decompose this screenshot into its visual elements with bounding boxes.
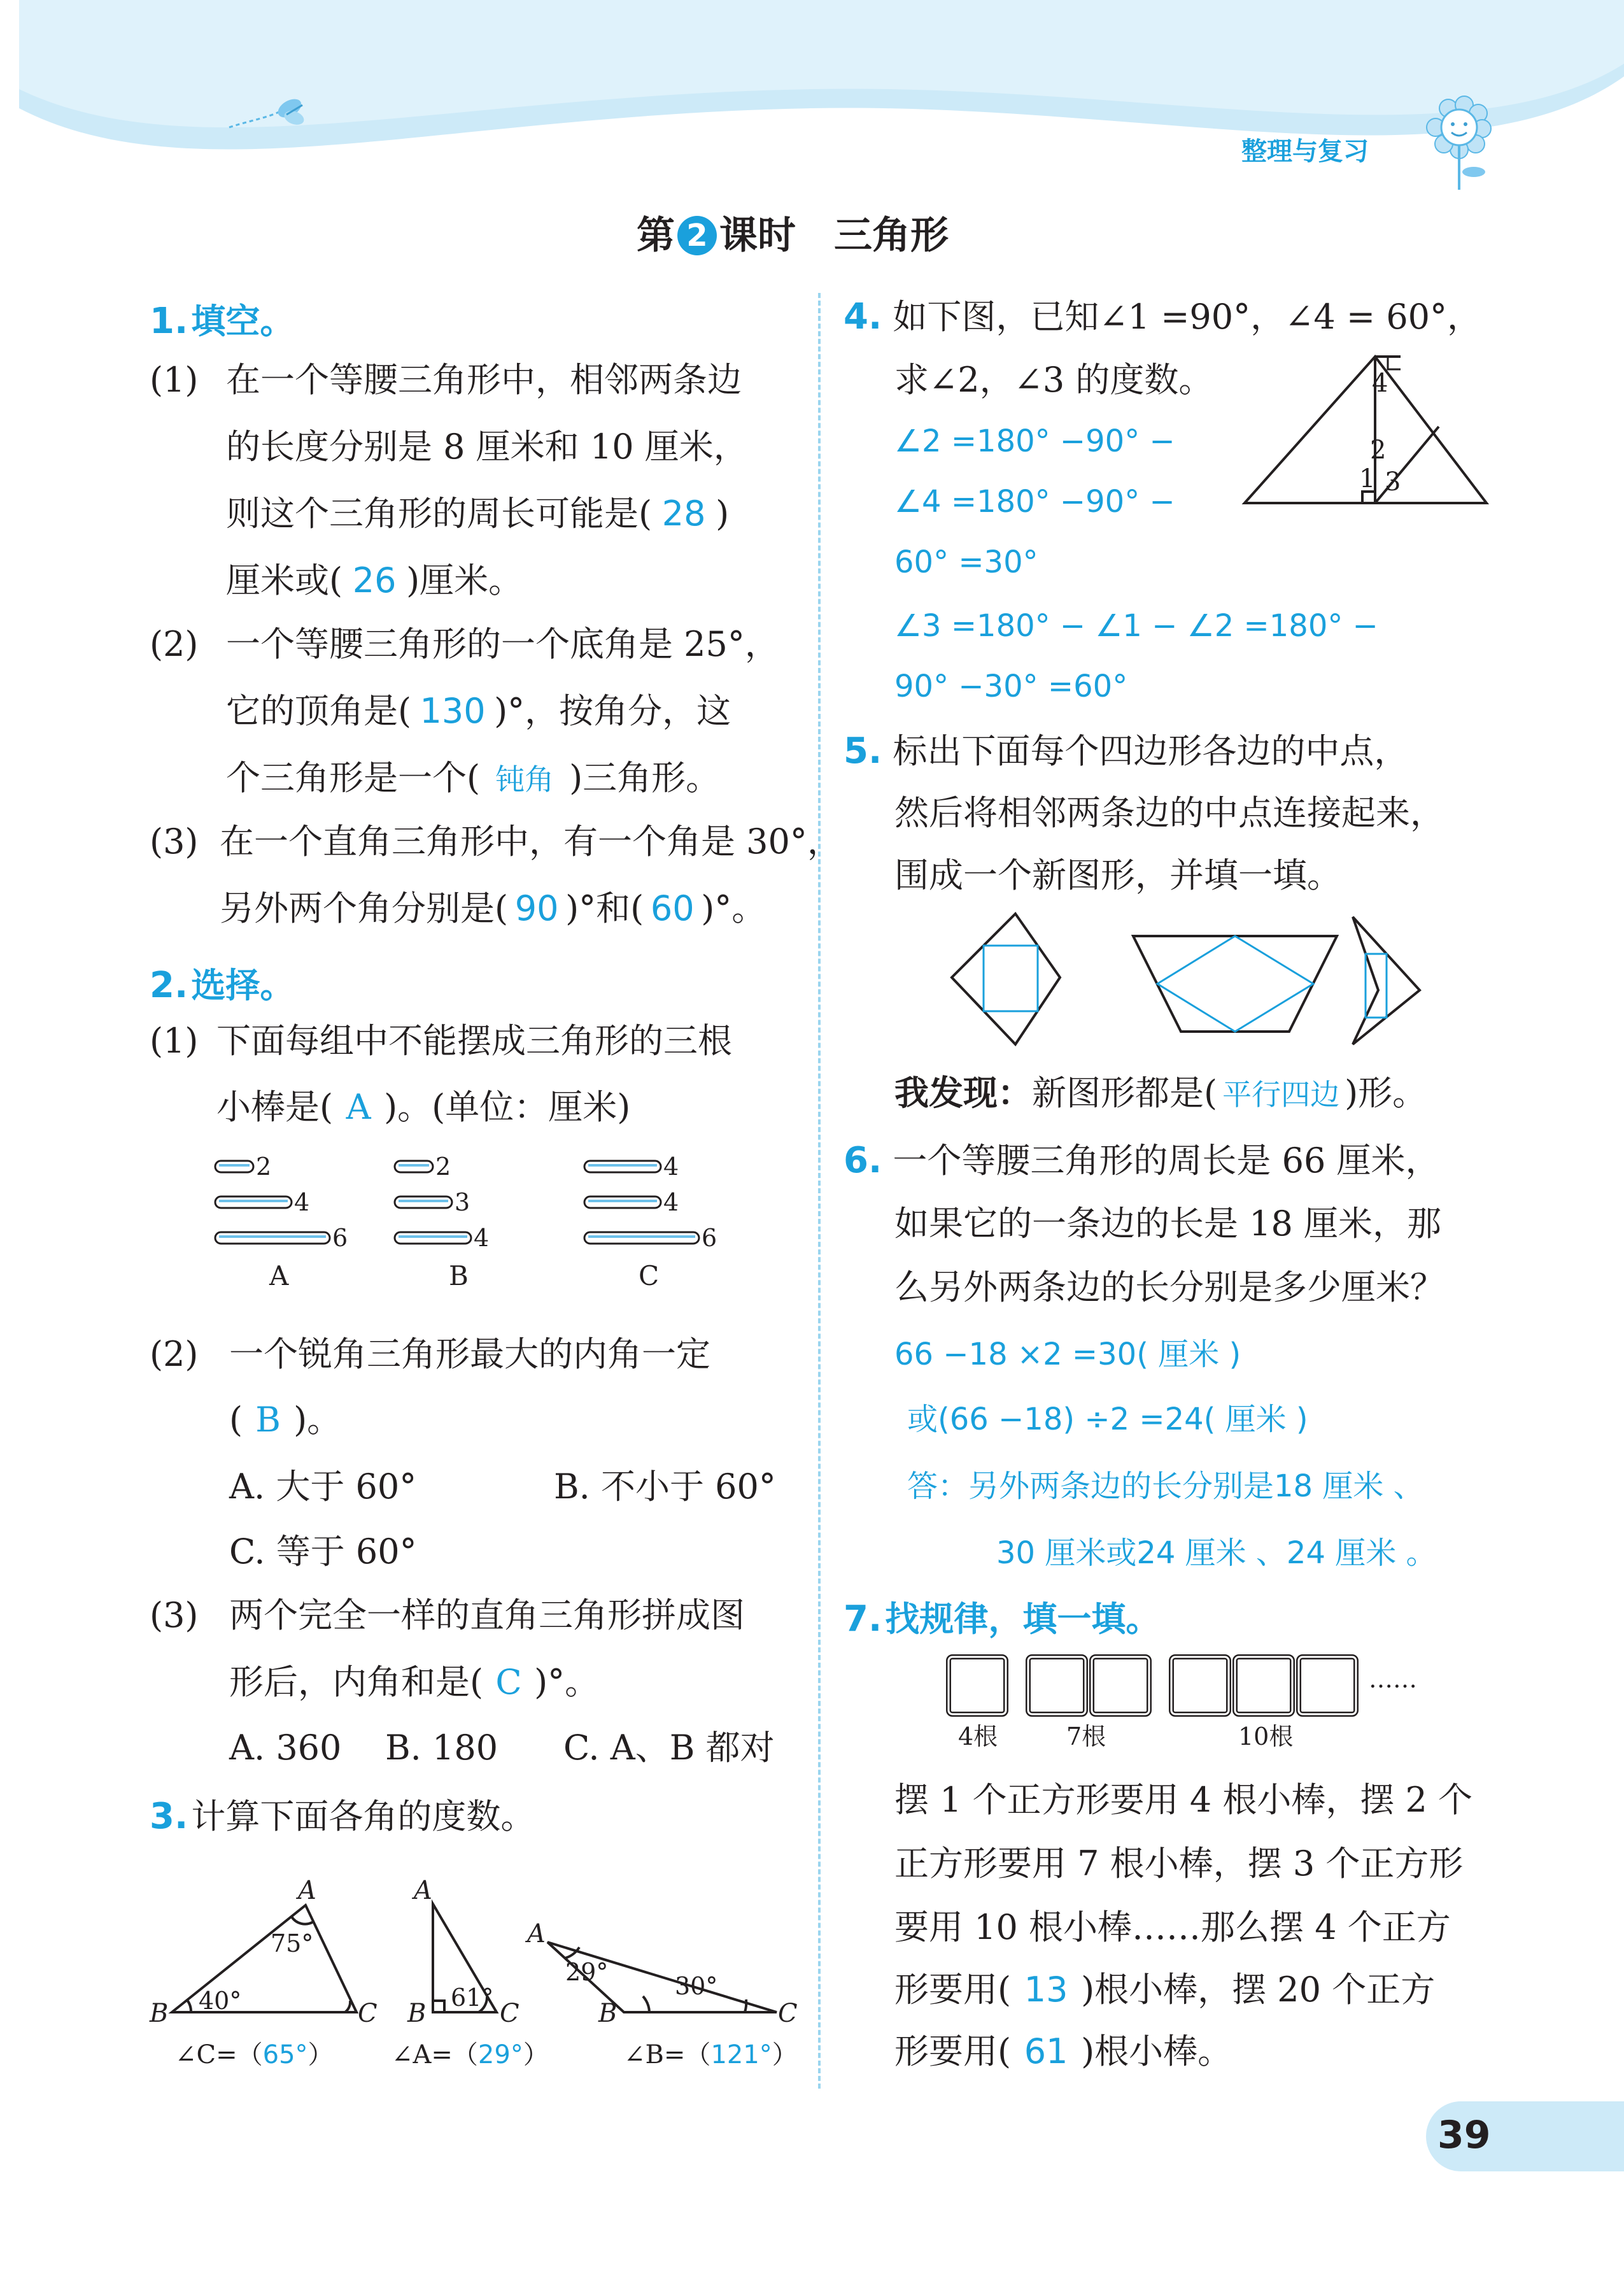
q7-line5: 形要用( 61 )根小棒。 (894, 2031, 1232, 2071)
q2-p1-line2: 小棒是( A )。(单位：厘米) (216, 1087, 631, 1127)
stick-length-label: 2 (435, 1153, 451, 1181)
q1-p3-answer1: 90 (514, 888, 559, 928)
svg-text:40°: 40° (199, 1987, 242, 2015)
q1-p2-answer2: 钝角 (495, 762, 554, 797)
q6-work-1: 66 −18 ×2 =30( 厘米 ) (894, 1337, 1241, 1372)
q3-header: 3. 计算下面各角的度数。 (150, 1796, 535, 1837)
q6-work-2: 或(66 −18) ÷2 =24( 厘米 ) (907, 1402, 1308, 1437)
stick-length-label: 4 (474, 1224, 490, 1252)
q1-p1-line1: 在一个等腰三角形中，相邻两条边 (226, 360, 742, 400)
stick-length-label: 4 (663, 1153, 679, 1181)
q2-p2-label: (2) (150, 1334, 199, 1374)
sunflower-icon (1420, 89, 1502, 191)
svg-text:∠A=（29°）: ∠A=（29°） (392, 2040, 549, 2070)
q7-answer-1: 13 (1024, 1970, 1068, 2010)
q2-p3-answer: C (495, 1662, 522, 1702)
q6-line1: 6. 一个等腰三角形的周长是 66 厘米， (844, 1140, 1440, 1181)
q7-square-pattern (936, 1649, 1445, 1757)
q4-work-2: ∠4 =180° −90° − (894, 484, 1175, 520)
q1-p3-answer2: 60 (650, 888, 695, 928)
svg-text:3: 3 (1385, 467, 1401, 497)
q1-p1-answer2: 26 (352, 560, 397, 600)
q1-p1-label: (1) (150, 360, 199, 400)
stick-length-label: 4 (663, 1188, 679, 1216)
column-divider (818, 293, 821, 2089)
q6-line3: 么另外两条边的长分别是多少厘米？ (894, 1267, 1444, 1307)
svg-text:30°: 30° (675, 1972, 718, 2000)
q2-header: 2. 选择。 (150, 965, 295, 1006)
svg-text:29°: 29° (565, 1958, 609, 1986)
q7-line3: 要用 10 根小棒……那么摆 4 个正方 (894, 1907, 1451, 1947)
q4-work-3: 60° =30° (894, 544, 1038, 580)
q1-p1-answer1: 28 (661, 493, 706, 534)
q2-p3-line2: 形后，内角和是( C )°。 (229, 1662, 600, 1702)
q1-p2-line1: 一个等腰三角形的一个底角是 25°， (226, 624, 779, 664)
q7-line2: 正方形要用 7 根小棒，摆 3 个正方形 (894, 1843, 1464, 1884)
svg-text:A: A (527, 1919, 546, 1949)
q7-answer-2: 61 (1024, 2031, 1068, 2071)
q5-line2: 然后将相邻两条边的中点连接起来， (894, 793, 1444, 833)
q1-p1-line3: 则这个三角形的周长可能是( 28 ) (226, 493, 730, 534)
q1-p2-answer1: 130 (420, 691, 486, 731)
q1-p3-line2: 另外两个角分别是( 90 )°和( 60 )°。 (220, 888, 766, 928)
q1-p3-label: (3) (150, 821, 199, 862)
q2-p2-line1: 一个锐角三角形最大的内角一定 (229, 1334, 710, 1374)
q2-p3-label: (3) (150, 1595, 199, 1635)
q2-p2-option-b: B. 不小于 60° (554, 1466, 776, 1507)
svg-text:C: C (778, 1999, 798, 2028)
stick-length-label: 2 (256, 1153, 272, 1181)
q2-p3-option-b: B. 180 (385, 1728, 498, 1768)
q4-work-1: ∠2 =180° −90° − (894, 423, 1175, 459)
q5-quadrilaterals (942, 904, 1477, 1057)
stick-length-label: 4 (294, 1188, 310, 1216)
q1-p3-line1: 在一个直角三角形中，有一个角是 30°， (220, 821, 842, 862)
butterfly-icon (223, 83, 318, 140)
q7-line1: 摆 1 个正方形要用 4 根小棒，摆 2 个 (894, 1780, 1473, 1820)
q1-header: 1. 填空。 (150, 301, 295, 342)
q4-work-5: 90° −30° =60° (894, 669, 1128, 704)
q7-line4: 形要用( 13 )根小棒，摆 20 个正方 (894, 1970, 1436, 2010)
svg-text:7根: 7根 (1066, 1722, 1106, 1750)
q4-work-4: ∠3 =180° − ∠1 − ∠2 =180° − (894, 608, 1378, 644)
q2-p2-option-c: C. 等于 60° (229, 1531, 417, 1572)
svg-text:∠C=（65°）: ∠C=（65°） (175, 2040, 334, 2070)
svg-text:B: B (598, 1999, 618, 2028)
lesson-title: 第 2 课时 三角形 (637, 213, 949, 258)
q5-line3: 围成一个新图形，并填一填。 (894, 855, 1341, 895)
svg-text:B: B (150, 1999, 169, 2028)
q1-p1-line2: 的长度分别是 8 厘米和 10 厘米， (226, 427, 748, 467)
q1-p2-line3: 个三角形是一个( 钝角 )三角形。 (226, 758, 721, 798)
q5-finding-answer: 平行四边 (1222, 1077, 1340, 1112)
q2-p1-line1: 下面每组中不能摆成三角形的三根 (216, 1021, 732, 1061)
svg-text:A: A (298, 1876, 316, 1905)
q7-header: 7. 找规律，填一填。 (844, 1598, 1161, 1640)
stick-length-label: 6 (702, 1224, 717, 1252)
stick-length-label: 3 (455, 1188, 470, 1216)
svg-text:……: …… (1369, 1665, 1417, 1693)
q6-answer-1: 答：另外两条边的长分别是18 厘米 、 (907, 1468, 1424, 1504)
svg-text:10根: 10根 (1238, 1722, 1294, 1750)
svg-text:C: C (358, 1999, 378, 2028)
svg-text:61°: 61° (451, 1984, 494, 2012)
q3-triangles (140, 1853, 815, 2082)
q2-p3-line1: 两个完全一样的直角三角形拼成图 (229, 1595, 745, 1635)
q2-p3-option-c: C. A、B 都对 (563, 1728, 775, 1768)
q2-p3-option-a: A. 360 (229, 1728, 342, 1768)
q4-line1: 4. 如下图，已知∠1 =90°，∠4 = 60°， (844, 296, 1482, 337)
svg-text:4: 4 (1372, 369, 1388, 398)
stick-group-name: A (269, 1260, 289, 1291)
stick-group-name: B (449, 1260, 469, 1291)
q4-diagram (1235, 344, 1496, 509)
q2-p1-answer: A (346, 1087, 371, 1127)
svg-text:∠B=（121°）: ∠B=（121°） (624, 2040, 798, 2070)
page-number-tab (1426, 2101, 1624, 2171)
stick-groups (204, 1153, 789, 1293)
q5-line1: 5. 标出下面每个四边形各边的中点， (844, 730, 1409, 772)
q2-p2-line2: ( B )。 (229, 1400, 342, 1440)
svg-text:2: 2 (1370, 436, 1387, 465)
q2-p1-label: (1) (150, 1021, 199, 1061)
q2-p2-answer: B (255, 1400, 281, 1440)
q1-p2-label: (2) (150, 624, 199, 664)
svg-text:C: C (500, 1999, 519, 2028)
q6-answer-2: 30 厘米或24 厘米 、24 厘米 。 (996, 1535, 1437, 1571)
svg-text:4根: 4根 (958, 1722, 998, 1750)
lesson-number-badge: 2 (677, 216, 717, 255)
stick-length-label: 6 (332, 1224, 348, 1252)
q6-line2: 如果它的一条边的长是 18 厘米，那 (894, 1203, 1442, 1244)
stick-group-name: C (639, 1260, 660, 1291)
svg-text:1: 1 (1359, 464, 1376, 493)
svg-text:A: A (414, 1876, 432, 1905)
q1-p1-line4: 厘米或( 26 )厘米。 (226, 560, 523, 600)
q2-p2-option-a: A. 大于 60° (229, 1466, 417, 1507)
q4-line2: 求∠2，∠3 的度数。 (894, 360, 1213, 400)
q1-p2-line2: 它的顶角是( 130 )°，按角分，这 (226, 691, 731, 731)
page-number: 39 (1437, 2113, 1491, 2157)
svg-text:B: B (407, 1999, 427, 2028)
svg-text:75°: 75° (271, 1929, 314, 1957)
section-title: 整理与复习 (1241, 137, 1369, 166)
q5-finding: 我发现：新图形都是( 平行四边 )形。 (894, 1073, 1427, 1113)
